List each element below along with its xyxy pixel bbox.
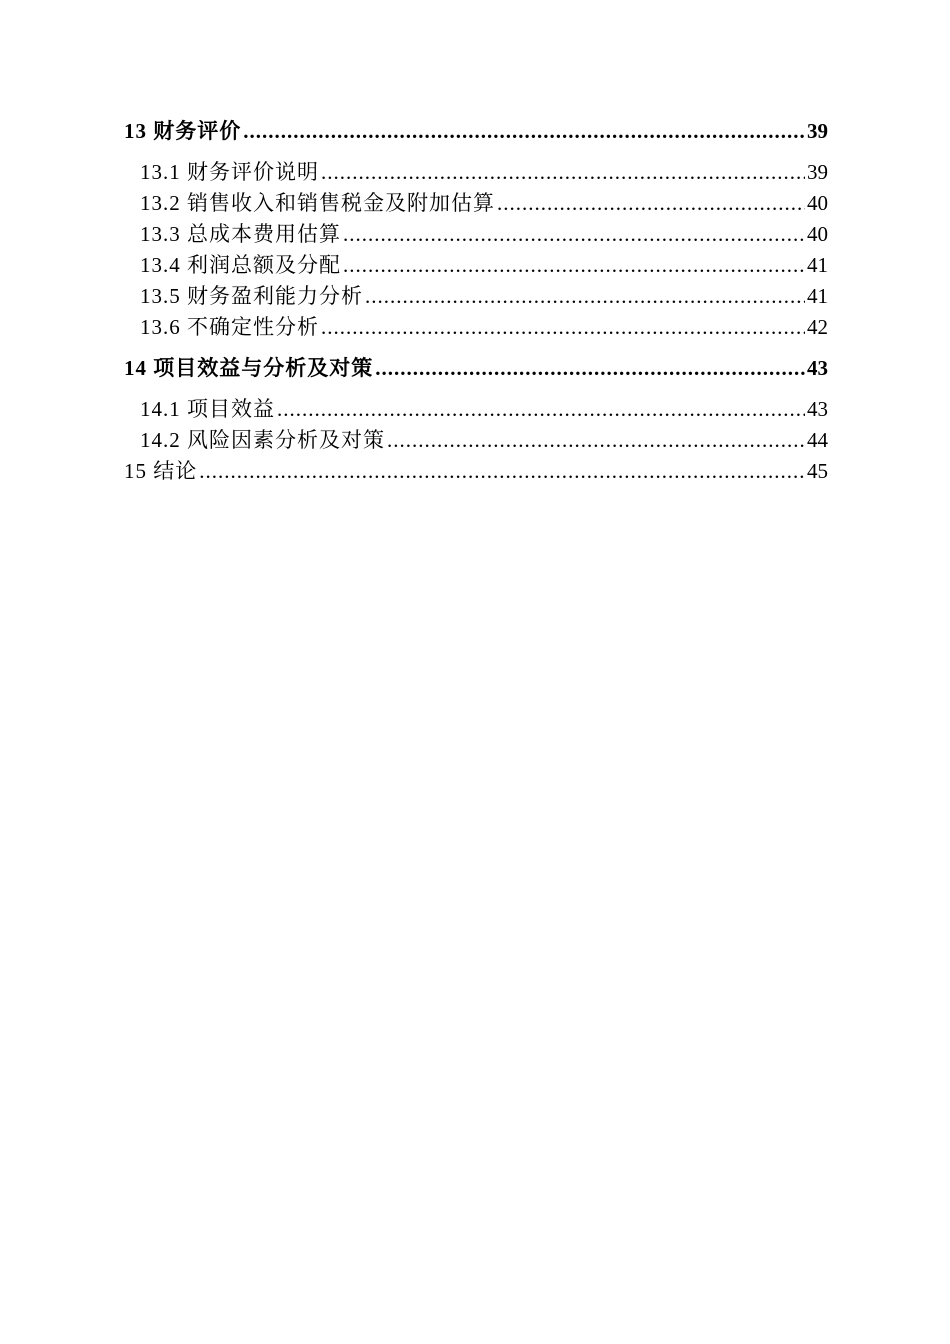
toc-page-number: 45	[807, 459, 828, 483]
toc-page-number: 43	[807, 397, 828, 421]
toc-entry-label: 14.1 项目效益	[140, 397, 275, 421]
toc-page-number: 44	[807, 428, 828, 452]
toc-page-number: 43	[807, 356, 828, 380]
toc-entry-14-2[interactable]	[124, 425, 828, 456]
toc-entry-13-3[interactable]	[124, 219, 828, 250]
toc-dot-leader	[199, 456, 805, 487]
toc-entry-label: 13.2 销售收入和销售税金及附加估算	[140, 191, 495, 215]
toc-dot-leader	[243, 116, 805, 147]
toc-entry-13-6[interactable]	[124, 312, 828, 343]
toc-entry-13[interactable]	[124, 116, 828, 147]
toc-page-number: 40	[807, 191, 828, 215]
toc-entry-label: 13.4 利润总额及分配	[140, 253, 341, 277]
toc-entry-13-5[interactable]	[124, 281, 828, 312]
toc-entry-13-4[interactable]	[124, 250, 828, 281]
table-of-contents	[124, 116, 828, 487]
toc-entry-label: 13.3 总成本费用估算	[140, 222, 341, 246]
toc-entry-label: 15 结论	[124, 459, 198, 483]
toc-dot-leader	[321, 312, 805, 343]
toc-entry-label: 13.6 不确定性分析	[140, 315, 319, 339]
toc-page-number: 40	[807, 222, 828, 246]
toc-dot-leader	[365, 281, 805, 312]
toc-dot-leader	[343, 219, 805, 250]
toc-page-number: 41	[807, 253, 828, 277]
toc-entry-label: 14.2 风险因素分析及对策	[140, 428, 385, 452]
toc-entry-label: 13 财务评价	[124, 119, 242, 143]
toc-dot-leader	[387, 425, 805, 456]
toc-page-number: 42	[807, 315, 828, 339]
toc-page-number: 39	[807, 119, 828, 143]
toc-dot-leader	[277, 394, 805, 425]
toc-entry-14[interactable]	[124, 353, 828, 384]
toc-dot-leader	[343, 250, 805, 281]
toc-page-number: 41	[807, 284, 828, 308]
toc-entry-13-2[interactable]	[124, 188, 828, 219]
toc-dot-leader	[321, 157, 805, 188]
toc-entry-14-1[interactable]	[124, 394, 828, 425]
toc-dot-leader	[497, 188, 805, 219]
toc-entry-15[interactable]	[124, 456, 828, 487]
toc-dot-leader	[375, 353, 805, 384]
toc-entry-label: 14 项目效益与分析及对策	[124, 356, 374, 380]
toc-entry-label: 13.5 财务盈利能力分析	[140, 284, 363, 308]
toc-entry-label: 13.1 财务评价说明	[140, 160, 319, 184]
toc-page-number: 39	[807, 160, 828, 184]
toc-entry-13-1[interactable]	[124, 157, 828, 188]
